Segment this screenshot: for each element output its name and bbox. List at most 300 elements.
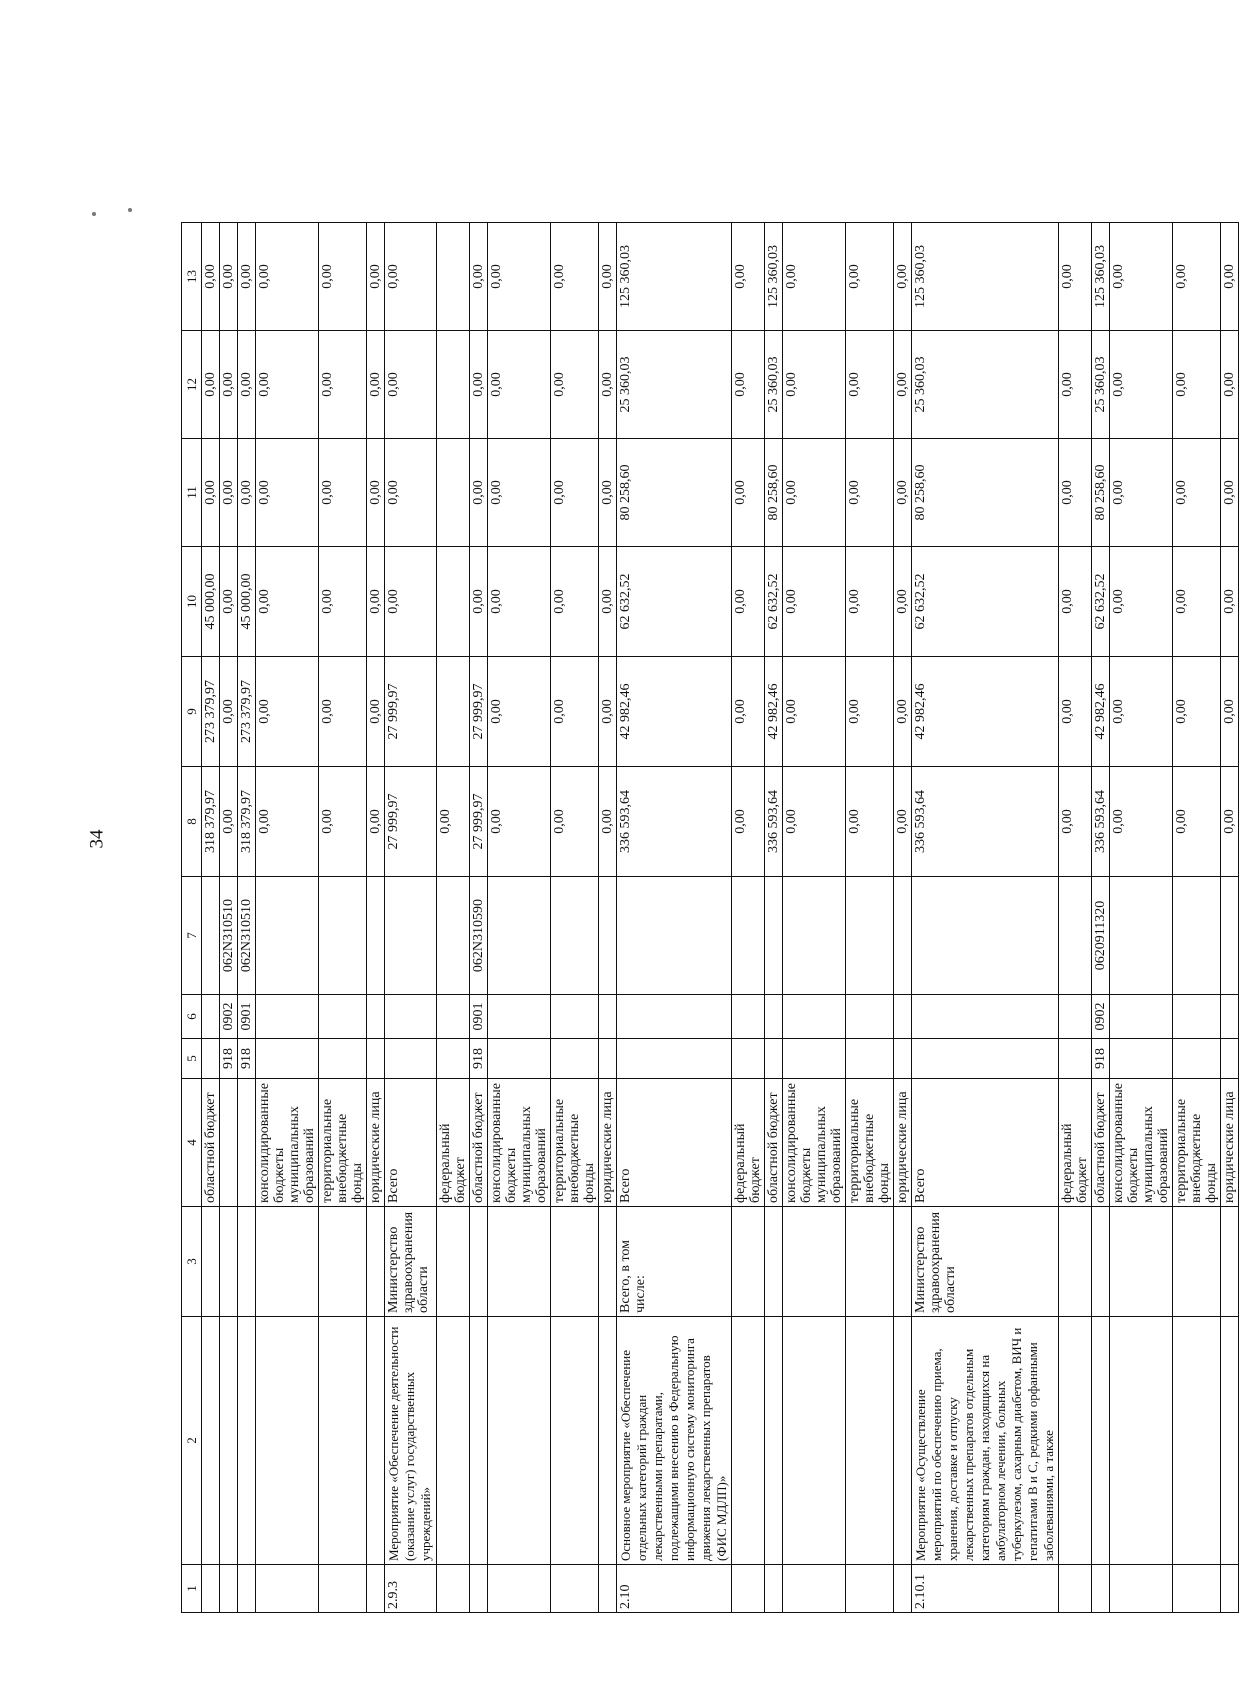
table-cell-col-10: 0,00 <box>599 547 617 657</box>
column-number-8: 8 <box>182 767 202 877</box>
table-row <box>437 223 470 1613</box>
table-cell-col-2: Основное мероприятие «Обеспечение отдельных категорий граждан лекарственными препаратами, подлежащими внесению в Федеральную информационную систему мониторинга движения лекарственных препаратов (ФИС МДЛП)» <box>617 1317 732 1565</box>
table-cell-col-7 <box>385 877 437 995</box>
table-cell-col-9 <box>437 657 470 767</box>
table-cell-col-4: юридические лица <box>1221 1079 1239 1207</box>
table-cell-col-11: 0,00 <box>367 439 385 547</box>
table-cell-col-7 <box>599 877 617 995</box>
table-cell-col-6 <box>765 995 783 1039</box>
table-cell-col-13: 125 360,03 <box>617 223 732 331</box>
table-cell-col-5: 918 <box>470 1039 488 1079</box>
table-cell-col-5 <box>256 1039 319 1079</box>
table-cell-col-12: 0,00 <box>1110 331 1173 439</box>
table-cell-col-1 <box>551 1565 599 1613</box>
table-cell-col-11: 0,00 <box>1221 439 1239 547</box>
table-cell-col-6 <box>912 995 1059 1039</box>
table-cell-col-11: 0,00 <box>220 439 238 547</box>
table-cell-col-7: 0620911320 <box>1092 877 1110 995</box>
table-cell-col-12: 0,00 <box>238 331 256 439</box>
table-cell-col-9: 0,00 <box>894 657 912 767</box>
table-cell-col-8: 318 379,97 <box>202 767 220 877</box>
table-cell-col-8: 27 999,97 <box>385 767 437 877</box>
table-cell-col-11: 0,00 <box>1173 439 1221 547</box>
column-number-13: 13 <box>182 223 202 331</box>
table-cell-col-8: 0,00 <box>1110 767 1173 877</box>
table-row <box>765 223 783 1613</box>
table-cell-col-12: 0,00 <box>1221 331 1239 439</box>
table-cell-col-9: 0,00 <box>551 657 599 767</box>
table-cell-col-10: 0,00 <box>1221 547 1239 657</box>
table-cell-col-10: 62 632,52 <box>765 547 783 657</box>
table-cell-col-8: 336 593,64 <box>617 767 732 877</box>
table-cell-col-1 <box>783 1565 846 1613</box>
table-cell-col-3 <box>1221 1207 1239 1317</box>
table-cell-col-8: 0,00 <box>599 767 617 877</box>
table-cell-col-5 <box>783 1039 846 1079</box>
table-cell-col-2 <box>1092 1317 1110 1565</box>
table-cell-col-12: 0,00 <box>1059 331 1092 439</box>
column-number-12: 12 <box>182 331 202 439</box>
table-cell-col-10: 45 000,00 <box>238 547 256 657</box>
table-cell-col-4: областной бюджет <box>765 1079 783 1207</box>
table-cell-col-3: Министерство здравоохранения области <box>912 1207 1059 1317</box>
table-cell-col-13: 0,00 <box>488 223 551 331</box>
table-cell-col-12: 0,00 <box>732 331 765 439</box>
table-cell-col-3 <box>470 1207 488 1317</box>
table-cell-col-4: консолидированные бюджеты муниципальных образований <box>783 1079 846 1207</box>
table-cell-col-1 <box>1173 1565 1221 1613</box>
table-cell-col-7: 062N310510 <box>220 877 238 995</box>
table-cell-col-11: 80 258,60 <box>765 439 783 547</box>
table-cell-col-12: 25 360,03 <box>617 331 732 439</box>
table-cell-col-7 <box>437 877 470 995</box>
table-cell-col-9: 0,00 <box>1110 657 1173 767</box>
table-cell-col-1 <box>732 1565 765 1613</box>
table-cell-col-6 <box>256 995 319 1039</box>
table-cell-col-13: 0,00 <box>846 223 894 331</box>
table-cell-col-6 <box>551 995 599 1039</box>
table-cell-col-12: 25 360,03 <box>765 331 783 439</box>
table-cell-col-3 <box>256 1207 319 1317</box>
column-number-row <box>182 223 202 1613</box>
table-cell-col-3 <box>551 1207 599 1317</box>
table-cell-col-7 <box>202 877 220 995</box>
table-cell-col-11: 0,00 <box>256 439 319 547</box>
column-number-11: 11 <box>182 439 202 547</box>
table-cell-col-5 <box>1221 1039 1239 1079</box>
table-cell-col-4 <box>238 1079 256 1207</box>
table-cell-col-2 <box>1221 1317 1239 1565</box>
column-number-7: 7 <box>182 877 202 995</box>
table-cell-col-11: 0,00 <box>846 439 894 547</box>
table-row <box>220 223 238 1613</box>
table-cell-col-4: консолидированные бюджеты муниципальных образований <box>1110 1079 1173 1207</box>
table-cell-col-9: 0,00 <box>846 657 894 767</box>
table-cell-col-8: 0,00 <box>732 767 765 877</box>
table-cell-col-9: 273 379,97 <box>238 657 256 767</box>
table-cell-col-13: 125 360,03 <box>912 223 1059 331</box>
table-cell-col-9: 27 999,97 <box>470 657 488 767</box>
table-body <box>182 223 1239 1613</box>
table-row <box>599 223 617 1613</box>
table-cell-col-8: 0,00 <box>783 767 846 877</box>
table-cell-col-6: 0901 <box>238 995 256 1039</box>
table-row <box>367 223 385 1613</box>
table-cell-col-5: 918 <box>1092 1039 1110 1079</box>
table-cell-col-9: 0,00 <box>319 657 367 767</box>
table-cell-col-13: 0,00 <box>238 223 256 331</box>
table-cell-col-4: федеральный бюджет <box>732 1079 765 1207</box>
table-cell-col-9: 42 982,46 <box>617 657 732 767</box>
budget-table <box>181 222 1239 1613</box>
table-cell-col-3: Министерство здравоохранения области <box>385 1207 437 1317</box>
table-row <box>1173 223 1221 1613</box>
table-cell-col-2 <box>202 1317 220 1565</box>
table-cell-col-2 <box>599 1317 617 1565</box>
table-cell-col-2 <box>551 1317 599 1565</box>
table-cell-col-2 <box>1110 1317 1173 1565</box>
table-cell-col-2 <box>1173 1317 1221 1565</box>
table-cell-col-10: 62 632,52 <box>617 547 732 657</box>
table-cell-col-6 <box>846 995 894 1039</box>
table-cell-col-5 <box>202 1039 220 1079</box>
table-cell-col-1 <box>1110 1565 1173 1613</box>
table-cell-col-13: 0,00 <box>202 223 220 331</box>
table-cell-col-4: федеральный бюджет <box>437 1079 470 1207</box>
table-cell-col-6 <box>1059 995 1092 1039</box>
table-cell-col-13: 0,00 <box>732 223 765 331</box>
table-cell-col-5: 918 <box>238 1039 256 1079</box>
table-cell-col-1 <box>256 1565 319 1613</box>
table-cell-col-12: 0,00 <box>894 331 912 439</box>
table-cell-col-5 <box>765 1039 783 1079</box>
table-cell-col-1 <box>765 1565 783 1613</box>
table-cell-col-1 <box>894 1565 912 1613</box>
table-cell-col-4: Всего <box>617 1079 732 1207</box>
table-cell-col-11: 80 258,60 <box>617 439 732 547</box>
table-cell-col-7 <box>894 877 912 995</box>
table-cell-col-9: 27 999,97 <box>385 657 437 767</box>
table-cell-col-5 <box>367 1039 385 1079</box>
table-cell-col-5 <box>599 1039 617 1079</box>
table-cell-col-1 <box>202 1565 220 1613</box>
column-number-6: 6 <box>182 995 202 1039</box>
table-cell-col-9: 0,00 <box>256 657 319 767</box>
table-cell-col-12: 0,00 <box>488 331 551 439</box>
table-cell-col-9: 0,00 <box>1173 657 1221 767</box>
table-cell-col-2 <box>470 1317 488 1565</box>
table-cell-col-7 <box>1110 877 1173 995</box>
table-cell-col-3 <box>599 1207 617 1317</box>
table-cell-col-9: 273 379,97 <box>202 657 220 767</box>
table-cell-col-2 <box>256 1317 319 1565</box>
table-cell-col-9: 0,00 <box>1059 657 1092 767</box>
table-cell-col-4: Всего <box>385 1079 437 1207</box>
table-cell-col-7 <box>367 877 385 995</box>
table-cell-col-5 <box>319 1039 367 1079</box>
table-cell-col-3 <box>1173 1207 1221 1317</box>
table-cell-col-13: 0,00 <box>551 223 599 331</box>
table-cell-col-6 <box>367 995 385 1039</box>
table-row <box>1110 223 1173 1613</box>
column-number-10: 10 <box>182 547 202 657</box>
table-cell-col-2 <box>846 1317 894 1565</box>
table-cell-col-5 <box>437 1039 470 1079</box>
table-cell-col-11: 0,00 <box>599 439 617 547</box>
table-cell-col-2 <box>238 1317 256 1565</box>
table-cell-col-5 <box>1059 1039 1092 1079</box>
table-row <box>202 223 220 1613</box>
table-cell-col-4: территориальные внебюджетные фонды <box>319 1079 367 1207</box>
table-cell-col-13: 0,00 <box>367 223 385 331</box>
table-cell-col-4: областной бюджет <box>470 1079 488 1207</box>
table-cell-col-6: 0901 <box>470 995 488 1039</box>
table-cell-col-8: 0,00 <box>551 767 599 877</box>
table-cell-col-8: 0,00 <box>319 767 367 877</box>
column-number-9: 9 <box>182 657 202 767</box>
table-row <box>488 223 551 1613</box>
table-cell-col-11: 0,00 <box>732 439 765 547</box>
table-cell-col-7 <box>1221 877 1239 995</box>
table-cell-col-2 <box>220 1317 238 1565</box>
table-cell-col-7 <box>732 877 765 995</box>
table-cell-col-13: 125 360,03 <box>1092 223 1110 331</box>
table-cell-col-12: 0,00 <box>599 331 617 439</box>
table-cell-col-8: 336 593,64 <box>1092 767 1110 877</box>
table-cell-col-3 <box>238 1207 256 1317</box>
table-cell-col-3 <box>437 1207 470 1317</box>
table-cell-col-5 <box>846 1039 894 1079</box>
table-cell-col-10: 45 000,00 <box>202 547 220 657</box>
table-cell-col-11: 0,00 <box>385 439 437 547</box>
table-cell-col-2 <box>732 1317 765 1565</box>
table-cell-col-10: 0,00 <box>1173 547 1221 657</box>
table-cell-col-7 <box>617 877 732 995</box>
table-cell-col-8: 0,00 <box>1173 767 1221 877</box>
table-cell-col-10: 62 632,52 <box>1092 547 1110 657</box>
table-cell-col-6: 0902 <box>1092 995 1110 1039</box>
table-cell-col-13: 0,00 <box>783 223 846 331</box>
table-cell-col-7 <box>488 877 551 995</box>
table-cell-col-3: Всего, в том числе: <box>617 1207 732 1317</box>
table-cell-col-1: 2.10 <box>617 1565 732 1613</box>
table-cell-col-5 <box>385 1039 437 1079</box>
table-cell-col-8: 0,00 <box>437 767 470 877</box>
column-number-3: 3 <box>182 1207 202 1317</box>
table-cell-col-3 <box>1059 1207 1092 1317</box>
table-cell-col-10 <box>437 547 470 657</box>
table-cell-col-6 <box>319 995 367 1039</box>
table-cell-col-2 <box>488 1317 551 1565</box>
table-cell-col-5 <box>894 1039 912 1079</box>
table-cell-col-13: 0,00 <box>599 223 617 331</box>
table-cell-col-12: 0,00 <box>202 331 220 439</box>
table-cell-col-11: 80 258,60 <box>1092 439 1110 547</box>
table-cell-col-6 <box>617 995 732 1039</box>
table-cell-col-1 <box>1059 1565 1092 1613</box>
table-cell-col-10: 0,00 <box>319 547 367 657</box>
table-row <box>846 223 894 1613</box>
table-cell-col-6 <box>437 995 470 1039</box>
table-cell-col-11: 0,00 <box>319 439 367 547</box>
table-cell-col-10: 0,00 <box>894 547 912 657</box>
table-cell-col-3 <box>894 1207 912 1317</box>
table-cell-col-8: 0,00 <box>1221 767 1239 877</box>
table-row <box>783 223 846 1613</box>
table-cell-col-13: 0,00 <box>1221 223 1239 331</box>
table-cell-col-11: 0,00 <box>1110 439 1173 547</box>
table-cell-col-9: 42 982,46 <box>1092 657 1110 767</box>
table-cell-col-10: 0,00 <box>470 547 488 657</box>
table-cell-col-3 <box>319 1207 367 1317</box>
table-cell-col-5 <box>1110 1039 1173 1079</box>
table-cell-col-12: 0,00 <box>220 331 238 439</box>
table-cell-col-8: 0,00 <box>220 767 238 877</box>
table-cell-col-12: 0,00 <box>846 331 894 439</box>
table-cell-col-6 <box>783 995 846 1039</box>
table-cell-col-11: 0,00 <box>551 439 599 547</box>
column-number-2: 2 <box>182 1317 202 1565</box>
table-cell-col-2 <box>319 1317 367 1565</box>
table-cell-col-10: 0,00 <box>1110 547 1173 657</box>
table-cell-col-1 <box>367 1565 385 1613</box>
table-cell-col-4: консолидированные бюджеты муниципальных образований <box>488 1079 551 1207</box>
table-cell-col-3 <box>220 1207 238 1317</box>
table-cell-col-5: 918 <box>220 1039 238 1079</box>
table-cell-col-3 <box>1110 1207 1173 1317</box>
table-cell-col-10: 0,00 <box>783 547 846 657</box>
table-cell-col-1 <box>846 1565 894 1613</box>
table-cell-col-6 <box>1221 995 1239 1039</box>
table-cell-col-13: 0,00 <box>385 223 437 331</box>
table-cell-col-12: 0,00 <box>1173 331 1221 439</box>
table-cell-col-13 <box>437 223 470 331</box>
scan-speck <box>92 212 96 216</box>
table-cell-col-13: 0,00 <box>256 223 319 331</box>
table-cell-col-3 <box>367 1207 385 1317</box>
table-cell-col-1 <box>1221 1565 1239 1613</box>
table-cell-col-9: 0,00 <box>220 657 238 767</box>
table-cell-col-8: 336 593,64 <box>912 767 1059 877</box>
table-cell-col-11 <box>437 439 470 547</box>
table-cell-col-2 <box>765 1317 783 1565</box>
table-cell-col-8: 27 999,97 <box>470 767 488 877</box>
table-cell-col-12: 0,00 <box>783 331 846 439</box>
table-row <box>732 223 765 1613</box>
table-cell-col-10: 0,00 <box>220 547 238 657</box>
table-cell-col-11: 0,00 <box>238 439 256 547</box>
table-cell-col-7 <box>1173 877 1221 995</box>
table-cell-col-8: 0,00 <box>367 767 385 877</box>
table-row <box>238 223 256 1613</box>
table-cell-col-12: 25 360,03 <box>1092 331 1110 439</box>
table-row <box>1221 223 1239 1613</box>
table-cell-col-6 <box>732 995 765 1039</box>
table-cell-col-7 <box>551 877 599 995</box>
table-cell-col-9: 42 982,46 <box>912 657 1059 767</box>
table-cell-col-11: 0,00 <box>894 439 912 547</box>
table-cell-col-1 <box>1092 1565 1110 1613</box>
table-cell-col-2: Мероприятие «Осуществление мероприятий по обеспечению приема, хранения, доставке и отпуску лекарственных препаратов отдельным категориям граждан, находящихся на амбулаторном лечении, больных туберкулезом, сахарным диабетом, ВИЧ и гепатитами В и С, редкими орфанными заболеваниями, а также <box>912 1317 1059 1565</box>
table-cell-col-4: консолидированные бюджеты муниципальных образований <box>256 1079 319 1207</box>
table-cell-col-5 <box>488 1039 551 1079</box>
table-cell-col-4 <box>220 1079 238 1207</box>
table-cell-col-2: Мероприятие «Обеспечение деятельности (оказание услуг) государственных учреждений» <box>385 1317 437 1565</box>
page-number: 34 <box>86 829 108 849</box>
table-cell-col-10: 0,00 <box>367 547 385 657</box>
column-number-4: 4 <box>182 1079 202 1207</box>
table-cell-col-12: 0,00 <box>319 331 367 439</box>
table-cell-col-4: юридические лица <box>367 1079 385 1207</box>
table-cell-col-6: 0902 <box>220 995 238 1039</box>
table-cell-col-6 <box>599 995 617 1039</box>
table-cell-col-5 <box>617 1039 732 1079</box>
table-cell-col-10: 0,00 <box>846 547 894 657</box>
table-cell-col-5 <box>1173 1039 1221 1079</box>
table-cell-col-12: 0,00 <box>367 331 385 439</box>
table-cell-col-6 <box>385 995 437 1039</box>
table-cell-col-3 <box>1092 1207 1110 1317</box>
table-cell-col-2 <box>1059 1317 1092 1565</box>
table-cell-col-7 <box>765 877 783 995</box>
table-cell-col-1 <box>220 1565 238 1613</box>
table-cell-col-13: 0,00 <box>319 223 367 331</box>
table-cell-col-2 <box>894 1317 912 1565</box>
table-row <box>319 223 367 1613</box>
table-cell-col-12 <box>437 331 470 439</box>
table-row <box>912 223 1059 1613</box>
table-cell-col-13: 0,00 <box>1173 223 1221 331</box>
table-cell-col-2 <box>367 1317 385 1565</box>
table-row <box>470 223 488 1613</box>
table-cell-col-6 <box>1173 995 1221 1039</box>
table-cell-col-1: 2.10.1 <box>912 1565 1059 1613</box>
table-cell-col-7 <box>319 877 367 995</box>
table-cell-col-1 <box>319 1565 367 1613</box>
table-cell-col-7 <box>256 877 319 995</box>
table-cell-col-3 <box>783 1207 846 1317</box>
table-cell-col-8: 318 379,97 <box>238 767 256 877</box>
table-cell-col-7: 062N310590 <box>470 877 488 995</box>
table-cell-col-4: юридические лица <box>894 1079 912 1207</box>
scan-speck <box>128 208 132 212</box>
table-cell-col-1 <box>488 1565 551 1613</box>
table-cell-col-10: 0,00 <box>732 547 765 657</box>
table-cell-col-1 <box>470 1565 488 1613</box>
table-cell-col-8: 336 593,64 <box>765 767 783 877</box>
table-cell-col-7 <box>1059 877 1092 995</box>
table-cell-col-5 <box>732 1039 765 1079</box>
table-cell-col-11: 0,00 <box>202 439 220 547</box>
table-cell-col-11: 0,00 <box>470 439 488 547</box>
table-cell-col-13: 0,00 <box>1110 223 1173 331</box>
table-cell-col-4: территориальные внебюджетные фонды <box>1173 1079 1221 1207</box>
table-cell-col-5 <box>912 1039 1059 1079</box>
table-cell-col-6 <box>1110 995 1173 1039</box>
table-cell-col-9: 42 982,46 <box>765 657 783 767</box>
table-cell-col-12: 25 360,03 <box>912 331 1059 439</box>
table-cell-col-7: 062N310510 <box>238 877 256 995</box>
table-cell-col-13: 0,00 <box>894 223 912 331</box>
table-cell-col-10: 0,00 <box>488 547 551 657</box>
table-row <box>551 223 599 1613</box>
table-cell-col-13: 0,00 <box>220 223 238 331</box>
table-cell-col-8: 0,00 <box>894 767 912 877</box>
table-row <box>617 223 732 1613</box>
table-cell-col-7 <box>912 877 1059 995</box>
table-cell-col-9: 0,00 <box>367 657 385 767</box>
table-cell-col-3 <box>488 1207 551 1317</box>
